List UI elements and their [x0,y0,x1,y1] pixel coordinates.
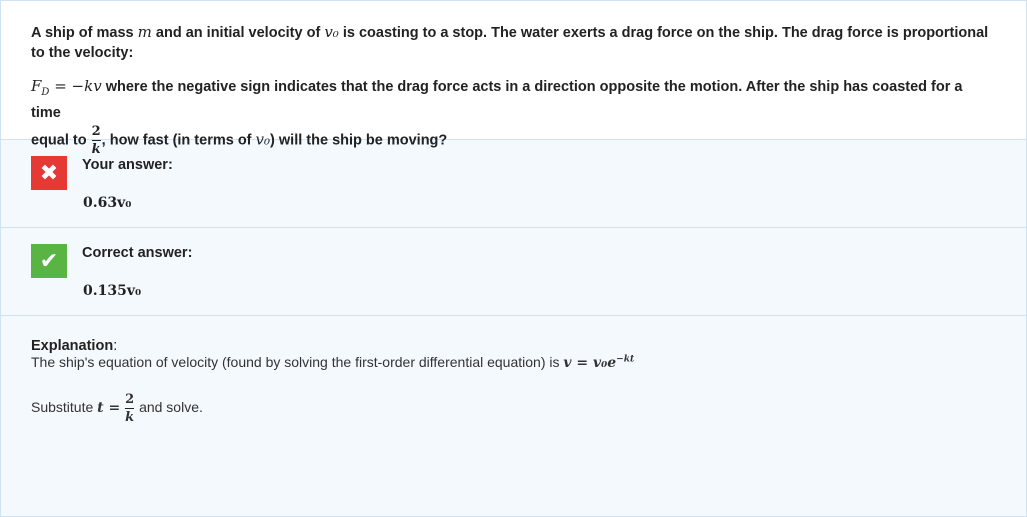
correct-answer-value: 0.135v₀ [83,283,142,299]
v0-symbol: v₀ [324,23,339,41]
fraction-2-over-k: $\frac{2}{k}$ [91,124,101,157]
question-text-3: equal to $\frac{2}{k}$ , how fast (in terms of v₀) will the ship be moving? [31,124,448,157]
question-text-2: $F_D = -kv$ where the negative sign indicates that the drag force acts in a direction opposite the motion. After the ship has coasted for a time [31,77,963,121]
correct-answer-label: Correct answer: [82,245,193,261]
your-answer-label: Your answer: [82,157,173,173]
fraction-2-over-k-expl: $\frac{2}{k}$ [125,392,135,425]
velocity-formula: v = v₀e [563,355,617,371]
close-icon: ✖ [31,156,67,190]
drag-force-symbol: $F_D$ [31,77,50,98]
explanation-line-1: The ship's equation of velocity (found by solving the first-order differential equation) is $v = v_0e^{-kt}$ [31,354,635,371]
checkmark-icon: ✔ [31,244,67,278]
your-answer-value: 0.63v₀ [83,195,132,211]
your-answer-row [1,140,1026,228]
mass-symbol: m [137,23,152,41]
exponent: −kt [616,354,635,365]
question-block [1,1,1026,157]
explanation-line-2: Substitute t = $\frac{2}{k}$ and solve. [31,392,203,425]
question-text-1: A ship of mass m and an initial velocity of v₀ is coasting to a stop. The water exerts a drag force on the ship. The drag force is proportional to the velocity: [31,23,989,61]
explanation-title: Explanation: [31,338,118,354]
correct-answer-row [1,228,1026,316]
drag-force-equation: = −kv [49,77,102,95]
explanation-block [1,316,1026,424]
